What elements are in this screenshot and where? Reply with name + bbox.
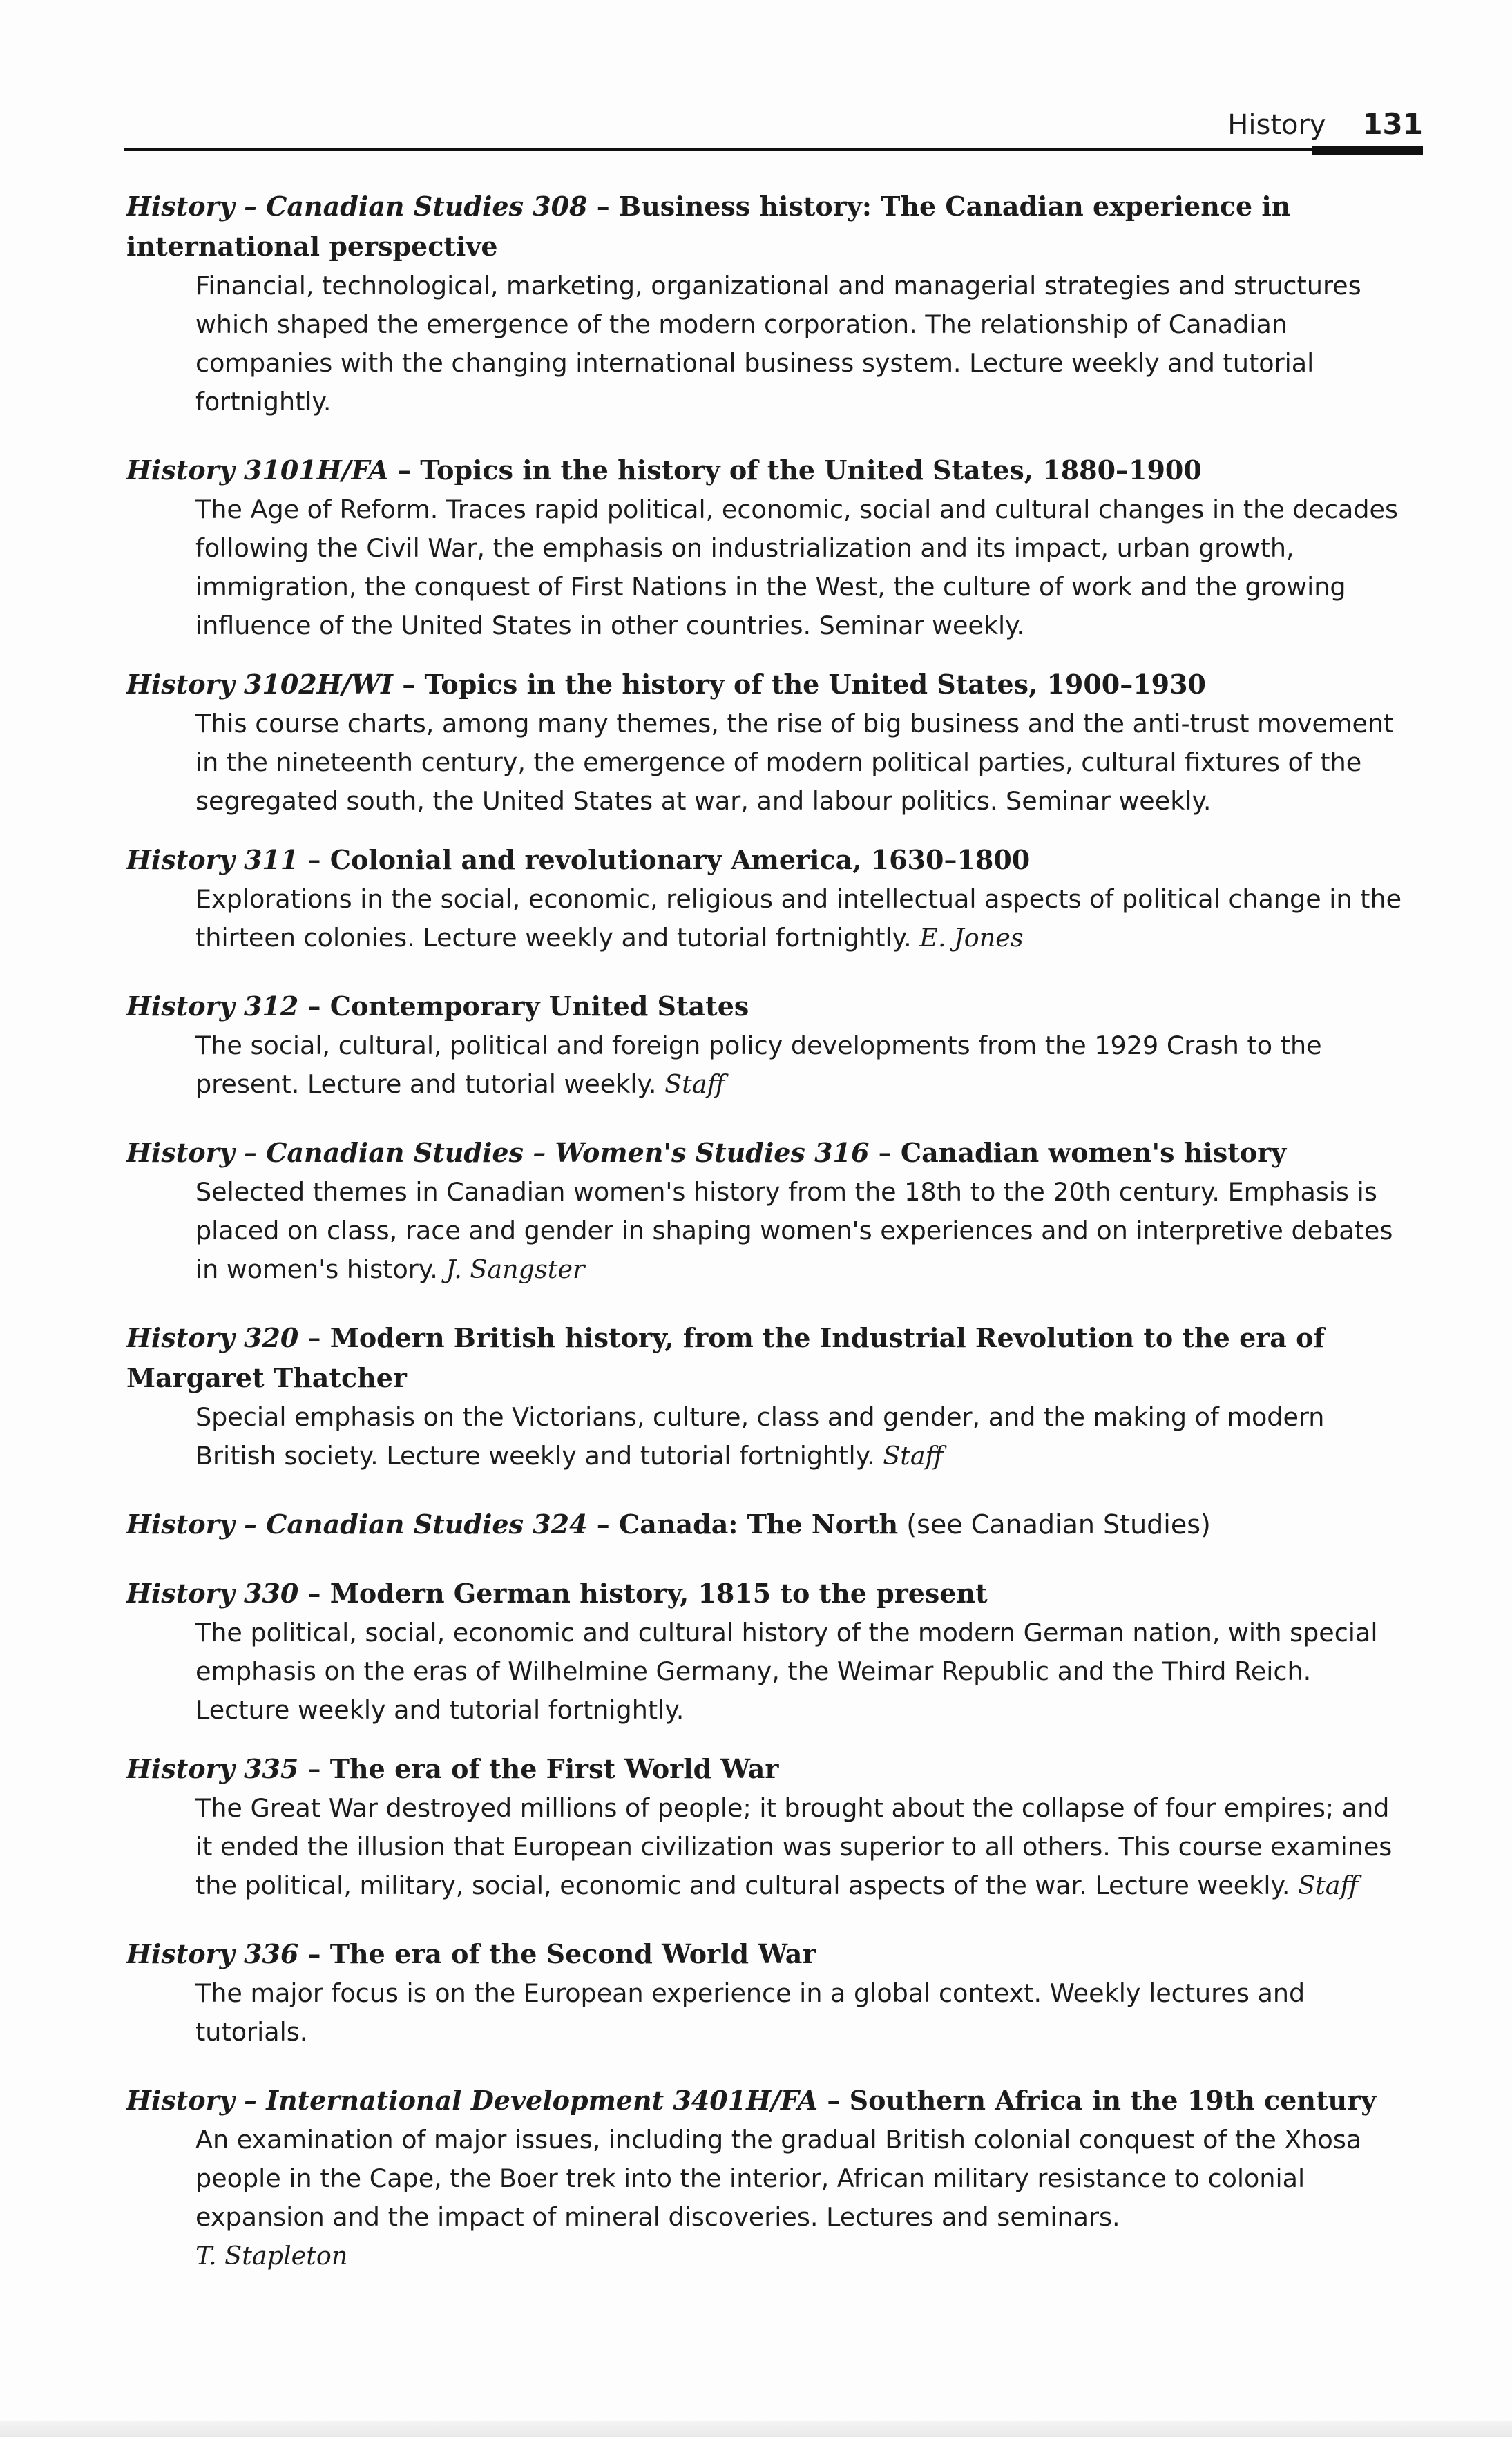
course-title: Modern German history, 1815 to the present	[329, 1578, 988, 1609]
course-heading: History 312 – Contemporary United States	[126, 991, 749, 1022]
course-title: The era of the Second World War	[329, 1938, 816, 1969]
description-text: Financial, technological, marketing, organizational and managerial strategies and structures which shaped the emergence of the modern corporation. The relationship of Canadian companies with the changing international business system. Lecture weekly and tutorial fortnightly.	[195, 271, 1361, 417]
course-code: History 335	[126, 1753, 299, 1784]
course-code: History 312	[126, 991, 299, 1022]
course-code: History – Canadian Studies 308	[126, 191, 588, 222]
course-heading: History – Canadian Studies 324 – Canada: The North (see Canadian Studies)	[126, 1509, 1211, 1540]
course-title: Modern British history, from the Industrial Revolution to the era of Margaret Thatcher	[126, 1322, 1325, 1393]
course-title: Canadian women's history	[900, 1137, 1287, 1168]
course-heading: History 336 – The era of the Second World War	[126, 1938, 816, 1969]
course-title: The era of the First World War	[329, 1753, 779, 1784]
course-heading: History – Canadian Studies 308 – Business history: The Canadian experience in international perspective	[126, 191, 1291, 262]
course-heading: History 3101H/FA – Topics in the history of the United States, 1880–1900	[126, 455, 1202, 486]
course-description	[126, 705, 1404, 821]
course-description	[126, 490, 1404, 645]
course-title: Colonial and revolutionary America, 1630–1800	[329, 844, 1031, 875]
course-code: History – International Development 3401H/FA	[126, 2085, 819, 2116]
course-entry	[126, 1504, 1404, 1545]
course-entry	[126, 1934, 1404, 2052]
course-description	[126, 1614, 1404, 1730]
instructor-name: Staff	[664, 1069, 725, 1099]
course-description	[126, 1026, 1404, 1104]
running-header	[124, 104, 1423, 145]
course-code: History 320	[126, 1322, 299, 1353]
course-title: Topics in the history of the United States, 1880–1900	[420, 455, 1202, 486]
course-description	[126, 267, 1404, 421]
course-heading: History 320 – Modern British history, from the Industrial Revolution to the era of Margaret Thatcher	[126, 1322, 1325, 1393]
description-text: Selected themes in Canadian women's history from the 18th to the 20th century. Emphasis is placed on class, race and gender in shaping women's experiences and on interpretive debates in women's history.	[195, 1177, 1393, 1284]
course-description	[126, 1974, 1404, 2052]
course-entry	[126, 840, 1404, 957]
course-code: History 311	[126, 844, 299, 875]
description-text: Special emphasis on the Victorians, culture, class and gender, and the making of modern British society. Lecture weekly and tutorial fortnightly.	[195, 1402, 1325, 1471]
course-title-note: (see Canadian Studies)	[906, 1509, 1211, 1540]
description-text: The major focus is on the European experience in a global context. Weekly lectures and tutorials.	[195, 1978, 1305, 2047]
course-heading: History – Canadian Studies – Women's Studies 316 – Canadian women's history	[126, 1137, 1287, 1168]
course-title: Canada: The North	[619, 1509, 899, 1540]
course-entry	[126, 187, 1404, 421]
description-text: The political, social, economic and cultural history of the modern German nation, with special emphasis on the eras of Wilhelmine Germany, the Weimar Republic and the Third Reich. Lecture weekly and tutorial fortnightly.	[195, 1618, 1378, 1725]
course-title: Business history: The Canadian experience in international perspective	[126, 191, 1291, 262]
course-entry	[126, 1749, 1404, 1905]
course-description	[126, 1789, 1404, 1905]
header-rule	[124, 148, 1423, 151]
course-description	[126, 2121, 1404, 2275]
course-entry	[126, 986, 1404, 1104]
course-entry	[126, 1318, 1404, 1475]
instructor-name: Staff	[883, 1441, 944, 1471]
course-heading: History 330 – Modern German history, 1815 to the present	[126, 1578, 988, 1609]
instructor-name: Staff	[1298, 1871, 1359, 1900]
course-entry	[126, 1133, 1404, 1289]
course-description	[126, 880, 1404, 957]
course-description	[126, 1173, 1404, 1289]
course-entry	[126, 665, 1404, 821]
course-list	[126, 187, 1404, 2304]
description-text: This course charts, among many themes, the rise of big business and the anti-trust movement in the nineteenth century, the emergence of modern political parties, cultural fixtures of the segregated south, the United States at war, and labour politics. Seminar weekly.	[195, 709, 1394, 816]
description-text: Explorations in the social, economic, religious and intellectual aspects of political change in the thirteen colonies. Lecture weekly and tutorial fortnightly.	[195, 884, 1402, 953]
course-title: Contemporary United States	[329, 991, 749, 1022]
course-code: History 336	[126, 1938, 299, 1969]
course-entry	[126, 1574, 1404, 1730]
course-title: Topics in the history of the United States, 1900–1930	[424, 669, 1206, 700]
instructor-name: T. Stapleton	[195, 2241, 348, 2271]
course-code: History – Canadian Studies – Women's Studies 316	[126, 1137, 870, 1168]
course-title: Southern Africa in the 19th century	[849, 2085, 1377, 2116]
course-heading: History – International Development 3401H/FA – Southern Africa in the 19th century	[126, 2085, 1377, 2116]
course-entry	[126, 450, 1404, 645]
course-heading: History 311 – Colonial and revolutionary America, 1630–1800	[126, 844, 1031, 875]
course-heading: History 3102H/WI – Topics in the history of the United States, 1900–1930	[126, 669, 1206, 700]
description-text: The Great War destroyed millions of people; it brought about the collapse of four empires; and it ended the illusion that European civilization was superior to all others. This course examines the political, military, social, economic and cultural aspects of the war. Lecture weekly.	[195, 1793, 1393, 1900]
instructor-name: E. Jones	[919, 923, 1024, 953]
course-code: History – Canadian Studies 324	[126, 1509, 588, 1540]
course-code: History 330	[126, 1578, 299, 1609]
course-code: History 3101H/FA	[126, 455, 389, 486]
section-title: History	[1227, 109, 1326, 141]
course-entry	[126, 2081, 1404, 2275]
page-number: 131	[1362, 107, 1423, 141]
description-text: An examination of major issues, including the gradual British colonial conquest of the Xhosa people in the Cape, the Boer trek into the interior, African military resistance to colonial expansion and the impact of mineral discoveries. Lectures and seminars.	[195, 2125, 1362, 2232]
course-heading: History 335 – The era of the First World War	[126, 1753, 779, 1784]
course-code: History 3102H/WI	[126, 669, 393, 700]
page-bottom-edge	[0, 2421, 1512, 2437]
course-description	[126, 1398, 1404, 1475]
description-text: The social, cultural, political and foreign policy developments from the 1929 Crash to the present. Lecture and tutorial weekly.	[195, 1031, 1322, 1099]
header-rule-mark	[1312, 146, 1423, 155]
instructor-name: J. Sangster	[446, 1254, 585, 1284]
description-text: The Age of Reform. Traces rapid political, economic, social and cultural changes in the decades following the Civil War, the emphasis on industrialization and its impact, urban growth, immigration, the conquest of First Nations in the West, the culture of work and the growing influence of the United States in other countries. Seminar weekly.	[195, 495, 1399, 640]
